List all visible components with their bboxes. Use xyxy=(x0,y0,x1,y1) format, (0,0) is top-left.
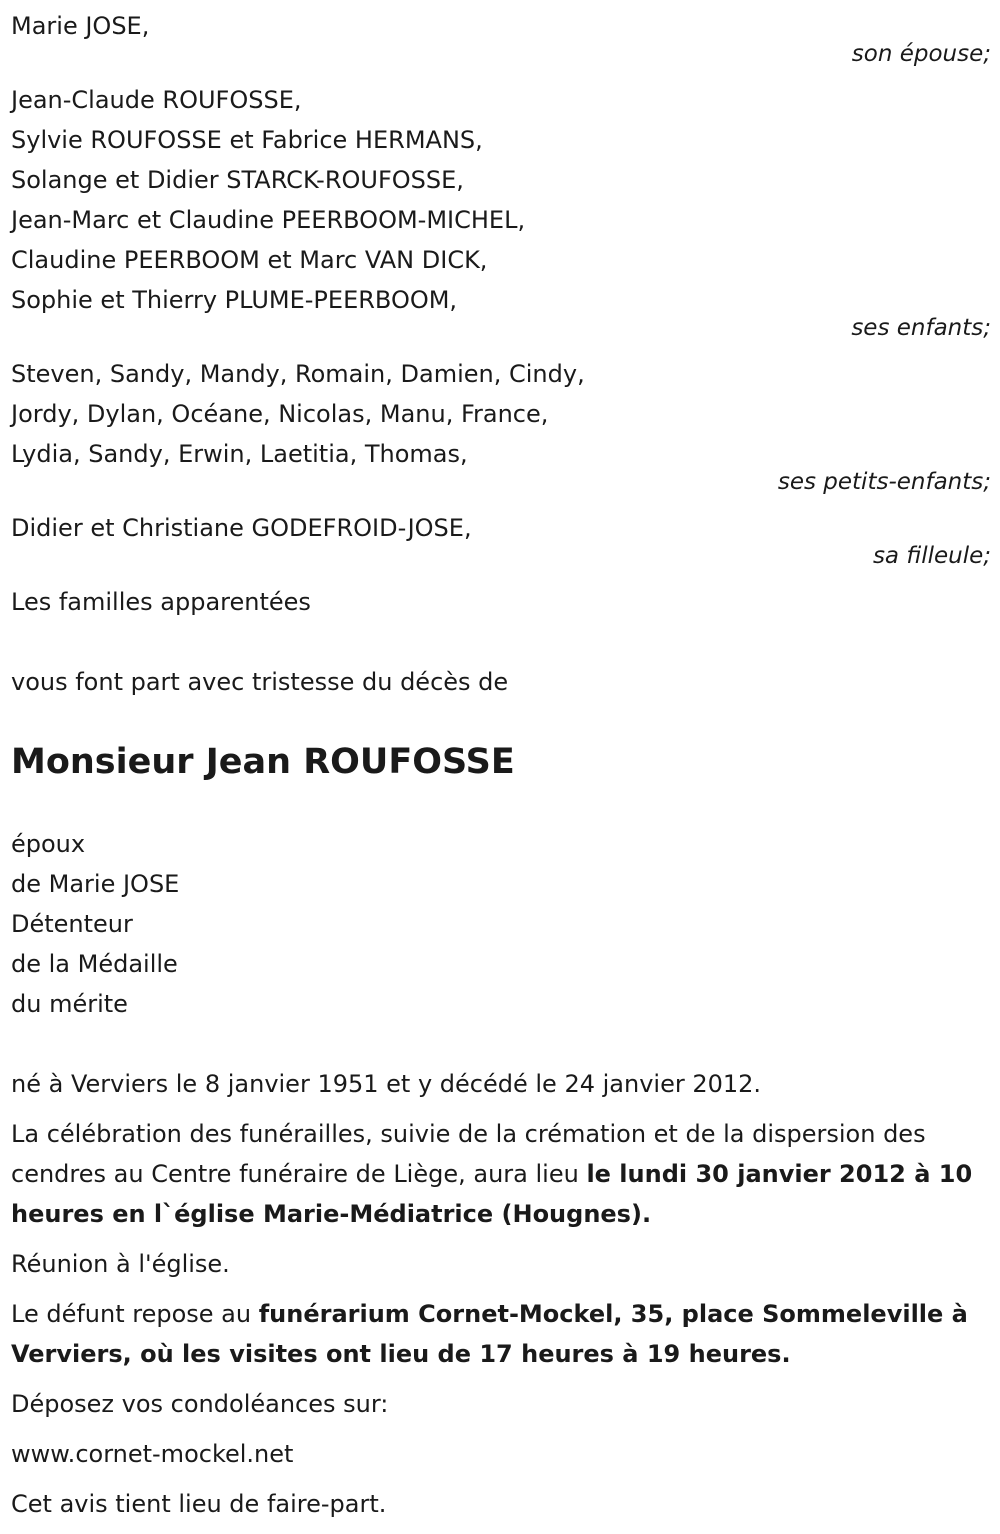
family-name: Solange et Didier STARCK-ROUFOSSE, xyxy=(11,166,464,194)
title-line: de la Médaille xyxy=(11,950,178,978)
family-role: ses enfants; xyxy=(851,315,991,341)
repose-text: Le défunt repose au xyxy=(11,1300,259,1328)
website-link[interactable]: www.cornet-mockel.net xyxy=(11,1440,294,1468)
family-name: Jordy, Dylan, Océane, Nicolas, Manu, France, xyxy=(11,400,549,428)
ceremony-text: La célébration des funérailles, suivie de la crémation et de la dispersion des cendres au Centre funéraire de Liège, aura lieu xyxy=(11,1120,926,1188)
related-families: Les familles apparentées xyxy=(11,588,311,616)
family-group-grandchildren xyxy=(11,354,991,494)
family-name: Sylvie ROUFOSSE et Fabrice HERMANS, xyxy=(11,126,483,154)
condolences-label: Déposez vos condoléances sur: xyxy=(11,1390,389,1418)
family-group-spouse xyxy=(11,6,991,66)
ceremony-datetime: le lundi 30 janvier 2012 à 10 heures en l`église Marie-Médiatrice (Hougnes). xyxy=(11,1160,973,1228)
family-group-goddaughter xyxy=(11,508,991,568)
family-role: ses petits-enfants; xyxy=(777,469,991,495)
family-name: Marie JOSE, xyxy=(11,12,150,40)
meeting-line: Réunion à l'église. xyxy=(11,1250,230,1278)
family-role: son épouse; xyxy=(851,41,991,67)
title-line: du mérite xyxy=(11,990,128,1018)
family-name: Jean-Marc et Claudine PEERBOOM-MICHEL, xyxy=(11,206,526,234)
family-role: sa filleule; xyxy=(872,543,991,569)
repose-paragraph xyxy=(11,1294,991,1374)
family-name: Claudine PEERBOOM et Marc VAN DICK, xyxy=(11,246,488,274)
closing-line: Cet avis tient lieu de faire-part. xyxy=(11,1490,387,1518)
repose-location: funérarium Cornet-Mockel, 35, place Sommeleville à Verviers, où les visites ont lieu de 17 heures à 19 heures. xyxy=(11,1300,968,1368)
family-name: Steven, Sandy, Mandy, Romain, Damien, Cindy, xyxy=(11,360,585,388)
family-group-children xyxy=(11,80,991,340)
ceremony-paragraph xyxy=(11,1114,991,1234)
title-line: Détenteur xyxy=(11,910,133,938)
family-name: Lydia, Sandy, Erwin, Laetitia, Thomas, xyxy=(11,440,468,468)
obituary-notice xyxy=(11,6,991,1534)
family-name: Didier et Christiane GODEFROID-JOSE, xyxy=(11,514,472,542)
deceased-titles xyxy=(11,824,991,1024)
title-line: époux xyxy=(11,830,86,858)
announcement-text: vous font part avec tristesse du décès de xyxy=(11,668,509,696)
title-line: de Marie JOSE xyxy=(11,870,180,898)
deceased-name: Monsieur Jean ROUFOSSE xyxy=(11,742,515,782)
family-name: Jean-Claude ROUFOSSE, xyxy=(11,86,302,114)
birth-death-line: né à Verviers le 8 janvier 1951 et y décédé le 24 janvier 2012. xyxy=(11,1070,762,1098)
family-name: Sophie et Thierry PLUME-PEERBOOM, xyxy=(11,286,458,314)
